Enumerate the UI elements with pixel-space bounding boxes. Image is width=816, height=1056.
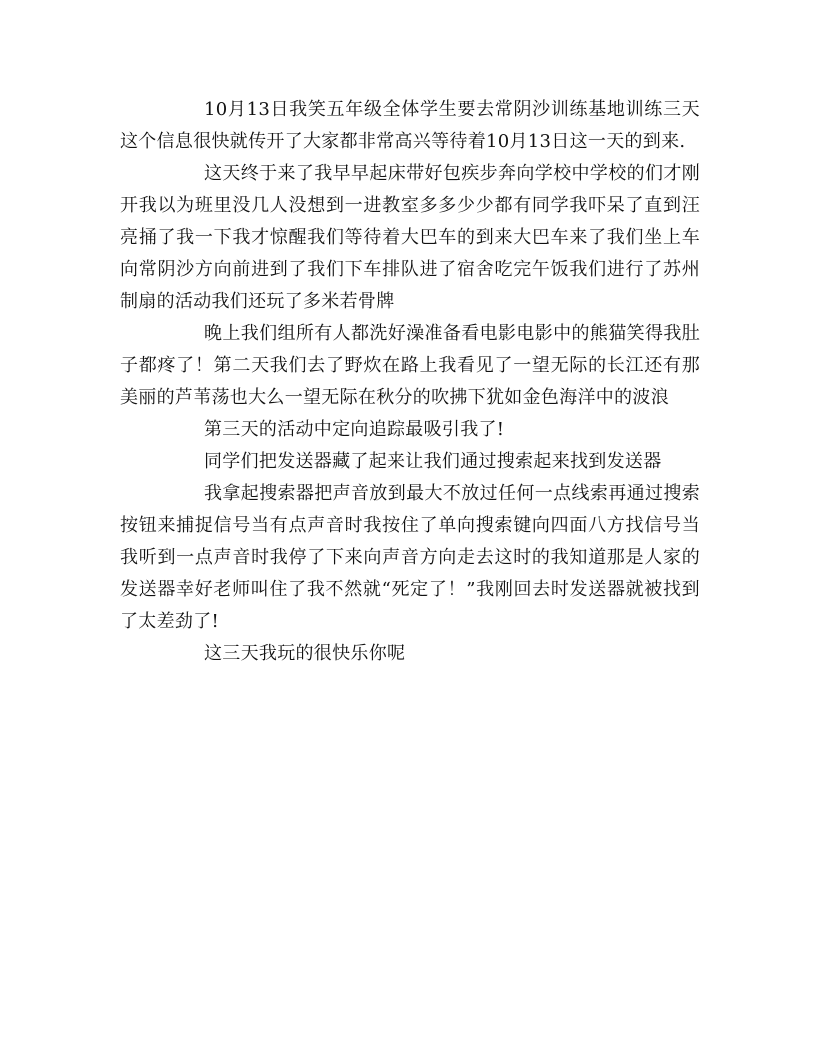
paragraph-1: 10月13日我笑五年级全体学生要去常阴沙训练基地训练三天这个信息很快就传开了大家都非常高兴等待着10月13日这一天的到来. — [120, 99, 700, 152]
paragraph-7: 这三天我玩的很快乐你呢 — [204, 643, 406, 664]
paragraph-5: 同学们把发送器藏了起来让我们通过搜索起来找到发送器 — [204, 451, 662, 472]
paragraph-2: 这天终于来了我早早起床带好包疾步奔向学校中学校的们才刚开我以为班里没几人没想到一进教室多多少少都有同学我吓呆了直到汪亮捅了我一下我才惊醒我们等待着大巴车的到来大巴车来了我们坐上车向常阴沙方向前进到了我们下车排队进了宿舍吃完午饭我们进行了苏州制扇的活动我们还玩了多米若骨牌 — [120, 163, 700, 312]
paragraph-4: 第三天的活动中定向追踪最吸引我了! — [204, 419, 505, 440]
paragraph-6: 我拿起搜索器把声音放到最大不放过任何一点线索再通过搜索按钮来捕捉信号当有点声音时我按住了单向搜索键向四面八方找信号当我听到一点声音时我停了下来向声音方向走去这时的我知道那是人家的发送器幸好老师叫住了我不然就“死定了！”我刚回去时发送器就被找到了太差劲了! — [120, 483, 700, 632]
paragraph-3: 晚上我们组所有人都洗好澡准备看电影电影中的熊猫笑得我肚子都疼了！第二天我们去了野炊在路上我看见了一望无际的长江还有那美丽的芦苇荡也大么一望无际在秋分的吹拂下犹如金色海洋中的波浪 — [120, 323, 700, 408]
document-body — [120, 94, 700, 670]
